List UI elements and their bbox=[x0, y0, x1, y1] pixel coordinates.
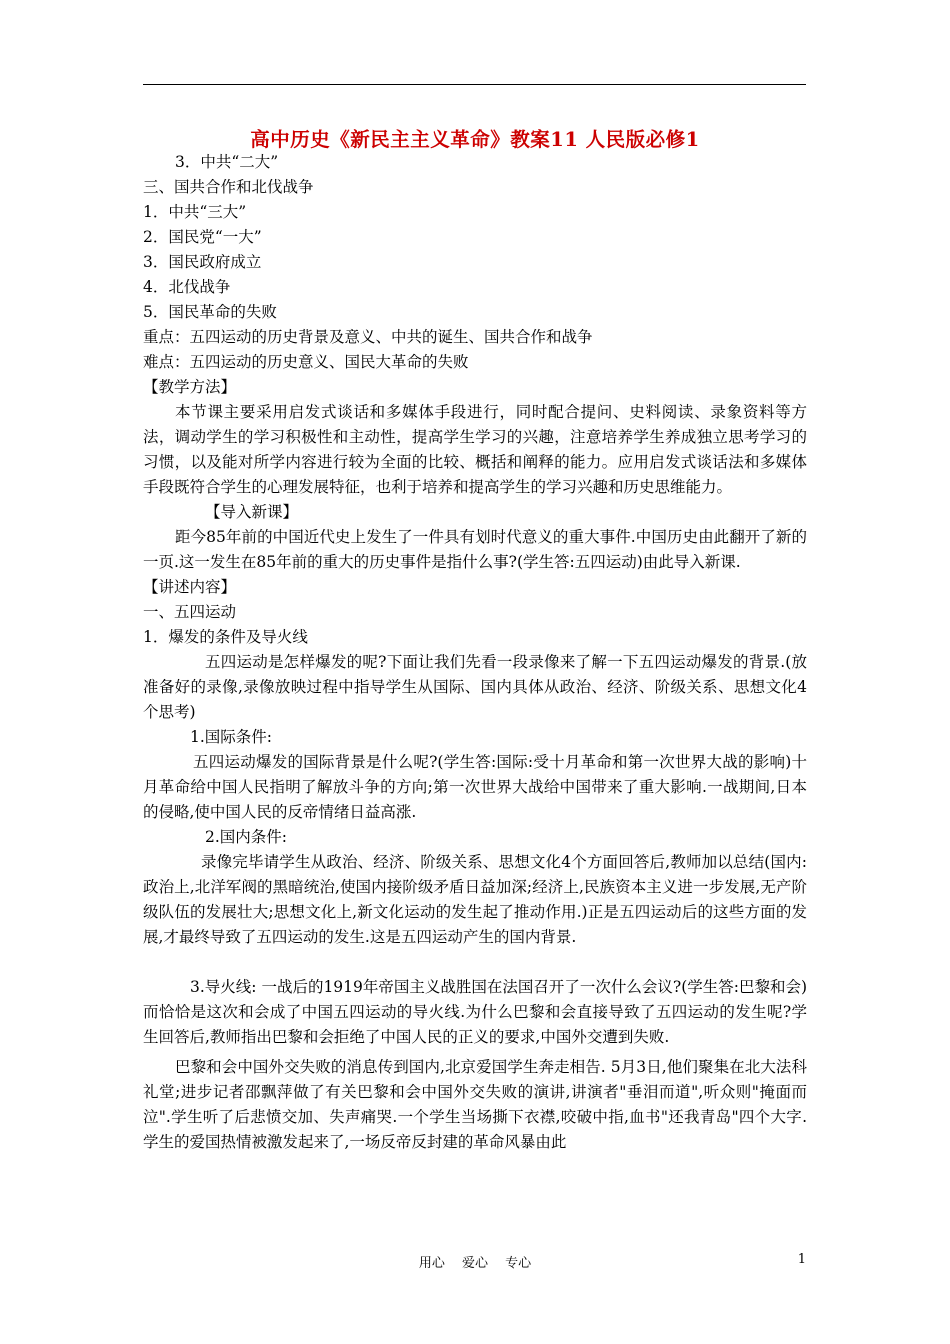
section-heading: 【导入新课】 bbox=[205, 503, 299, 521]
text-line: 2．国民党“一大” bbox=[143, 228, 262, 246]
paragraph: 本节课主要采用启发式谈话和多媒体手段进行，同时配合提问、史料阅读、录象资料等方法，调动学生的学习积极性和主动性，提高学生学习的兴趣，注意培养学生养成独立思考学习的习惯，以及能对所学内容进行较为全面的比较、概括和阐释的能力。应用启发式谈话法和多媒体手段既符合学生的心理发展特征，也利于培养和提高学生的学习兴趣和历史思维能力。 bbox=[143, 403, 807, 496]
text-line: 1．中共“三大” bbox=[143, 203, 247, 221]
paragraph: 五四运动爆发的国际背景是什么呢?(学生答:国际:受十月革命和第一次世界大战的影响)十月革命给中国人民指明了解放斗争的方向;第一次世界大战给中国带来了重大影响.一战期间,日本的侵略,使中国人民的反帝情绪日益高涨. bbox=[143, 753, 807, 821]
text-line: 4．北伐战争 bbox=[143, 278, 231, 296]
subheading: 2.国内条件: bbox=[205, 828, 288, 846]
blank-line bbox=[143, 950, 807, 975]
difficult-points: 难点：五四运动的历史意义、国民大革命的失败 bbox=[143, 353, 469, 371]
page-number: 1 bbox=[797, 1252, 806, 1267]
section-heading: 【教学方法】 bbox=[143, 378, 237, 396]
header-rule bbox=[143, 84, 806, 85]
document-body bbox=[143, 150, 807, 1155]
footer-motto: 用心 爱心 专心 bbox=[418, 1256, 532, 1271]
paragraph: 录像完毕请学生从政治、经济、阶级关系、思想文化4个方面回答后,教师加以总结(国内:政治上,北洋军阀的黑暗统治,使国内接阶级矛盾日益加深;经济上,民族资本主义进一步发展,无产阶级队伍的发展壮大;思想文化上,新文化运动的发生起了推动作用.)正是五四运动后的这些方面的发展,才最终导致了五四运动的发生.这是五四运动产生的国内背景. bbox=[143, 853, 807, 946]
document-title: 高中历史《新民主主义革命》教案11 人民版必修1 bbox=[250, 128, 700, 151]
paragraph: 3.导火线: 一战后的1919年帝国主义战胜国在法国召开了一次什么会议?(学生答:巴黎和会)而恰恰是这次和会成了中国五四运动的导火线.为什么巴黎和会直接导致了五四运动的发生呢?学生回答后,教师指出巴黎和会拒绝了中国人民的正义的要求,中国外交遭到失败. bbox=[143, 978, 808, 1046]
paragraph: 距今85年前的中国近代史上发生了一件具有划时代意义的重大事件.中国历史由此翻开了新的一页.这一发生在85年前的重大的历史事件是指什么事?(学生答:五四运动)由此导入新课. bbox=[143, 528, 807, 571]
key-points: 重点：五四运动的历史背景及意义、中共的诞生、国共合作和战争 bbox=[143, 328, 593, 346]
section-heading: 三、国共合作和北伐战争 bbox=[143, 178, 314, 196]
text-line: 1．爆发的条件及导火线 bbox=[143, 628, 308, 646]
section-heading: 一、五四运动 bbox=[143, 603, 237, 621]
text-line: 3．国民政府成立 bbox=[143, 253, 262, 271]
text-line: 5．国民革命的失败 bbox=[143, 303, 277, 321]
subheading: 1.国际条件: bbox=[190, 728, 273, 746]
paragraph: 五四运动是怎样爆发的呢?下面让我们先看一段录像来了解一下五四运动爆发的背景.(放准备好的录像,录像放映过程中指导学生从国际、国内具体从政治、经济、阶级关系、思想文化4个思考) bbox=[143, 653, 807, 721]
section-heading: 【讲述内容】 bbox=[143, 578, 237, 596]
paragraph: 巴黎和会中国外交失败的消息传到国内,北京爱国学生奔走相告. 5月3日,他们聚集在北大法科礼堂;进步记者邵飘萍做了有关巴黎和会中国外交失败的演讲,讲演者"垂泪而道",听众则"掩面而泣".学生听了后悲愤交加、失声痛哭.一个学生当场撕下衣襟,咬破中指,血书"还我青岛"四个大字.学生的爱国热情被激发起来了,一场反帝反封建的革命风暴由此 bbox=[143, 1058, 807, 1151]
text-line: 3．中共“二大” bbox=[175, 153, 279, 171]
